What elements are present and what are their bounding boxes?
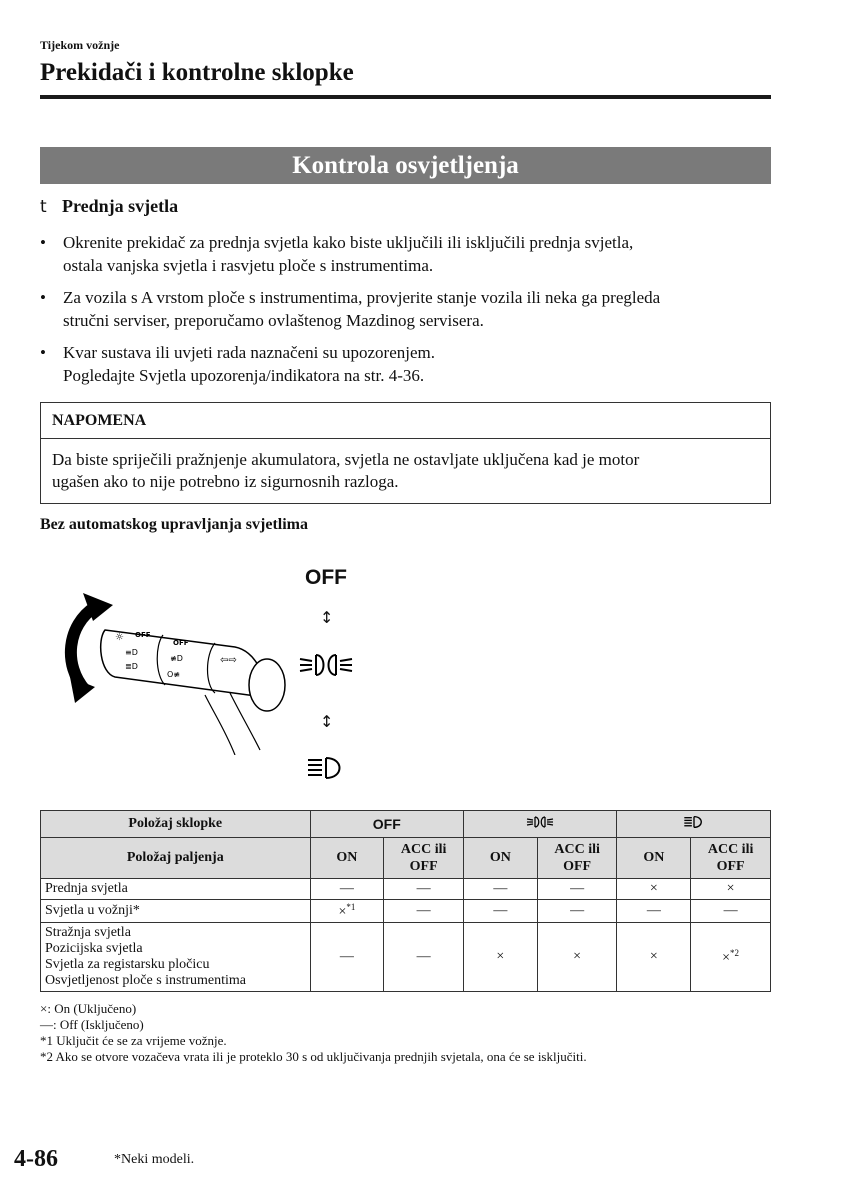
table-row — [41, 879, 771, 900]
bullet-icon: • — [40, 343, 46, 362]
ignition-acc-header: ACC ili OFF — [384, 838, 464, 879]
off-position-label: OFF — [305, 566, 347, 589]
title-divider — [40, 95, 771, 99]
ignition-position-header: Položaj paljenja — [41, 838, 311, 879]
legend-on: ×: On (Uključeno) — [40, 1001, 137, 1016]
parking-light-icon — [523, 815, 557, 829]
table-cell: — — [464, 900, 538, 923]
table-cell: — — [310, 879, 384, 900]
stalk-parking-icon: ≡D — [125, 648, 138, 657]
ignition-on-header: ON — [310, 838, 384, 879]
subsection-heading — [40, 196, 178, 217]
parking-light-icon — [298, 651, 354, 679]
bullet-icon: • — [40, 288, 46, 307]
table-cell: × — [537, 923, 617, 992]
ignition-acc-header: ACC ili OFF — [691, 838, 771, 879]
headlight-icon — [682, 815, 706, 829]
table-cell: — — [691, 900, 771, 923]
table-cell: × — [617, 923, 691, 992]
subsection-marker: t — [40, 197, 47, 217]
table-cell: — — [537, 879, 617, 900]
note-line: ugašen ako to nije potrebno iz sigurnosnih razloga. — [52, 472, 399, 491]
bullet-list — [40, 231, 780, 396]
front-fog-icon: ≢D — [170, 654, 183, 663]
footnote-ref: *2 — [730, 947, 740, 958]
ignition-on-header: ON — [464, 838, 538, 879]
footer-note: *Neki modeli. — [114, 1152, 195, 1167]
table-cell: ×$^{*1}$ — [310, 900, 384, 923]
fog-off-text: OFF — [173, 639, 189, 647]
table-cell: × — [464, 923, 538, 992]
table-cell: — — [537, 900, 617, 923]
stalk-off-text: OFF — [135, 631, 151, 639]
bullet-line: Kvar sustava ili uvjeti rada naznačeni su upozorenjem. — [63, 343, 435, 362]
subsection-title: Prednja svjetla — [62, 196, 179, 216]
table-cell: — — [384, 923, 464, 992]
updown-arrow-icon: ↕ — [320, 712, 334, 731]
stalk-end — [249, 659, 285, 711]
off-column-header: OFF — [310, 811, 463, 838]
table-cell: — — [310, 923, 384, 992]
bullet-line: Za vozila s A vrstom ploče s instrumentima, provjerite stanje vozila ili neka ga pregleda — [63, 288, 661, 307]
bullet-line: Okrenite prekidač za prednja svjetla kako biste uključili ili isključili prednja svjetla, — [63, 233, 634, 252]
table-row — [41, 923, 771, 992]
bullet-line: Pogledajte Svjetla upozorenja/indikatora na str. 4-36. — [63, 366, 425, 385]
row-label: Stražnja svjetla Pozicijska svjetla Svjetla za registarsku pločicu Osvjetljenost ploče s instrumentima — [41, 923, 311, 992]
table-cell: × — [691, 879, 771, 900]
parking-light-icon: ☼ — [115, 632, 124, 643]
table-cell: — — [384, 900, 464, 923]
row-label: Prednja svjetla — [41, 879, 311, 900]
light-switch-illustration — [55, 585, 295, 755]
switch-position-header: Položaj sklopke — [41, 811, 311, 838]
table-legend — [40, 1001, 587, 1065]
table-cell: — — [617, 900, 691, 923]
note-heading: NAPOMENA — [41, 403, 770, 439]
headlight-icon — [306, 755, 346, 781]
ignition-on-header: ON — [617, 838, 691, 879]
list-item — [40, 286, 780, 332]
footnote-2: *2 Ako se otvore vozačeva vrata ili je proteklo 30 s od uključivanja prednjih svjetala, ona će se isključiti. — [40, 1049, 587, 1064]
stalk-headlight-icon: ≣D — [125, 662, 138, 671]
ignition-acc-header: ACC ili OFF — [537, 838, 617, 879]
table-cell: ×$^{*2}$ — [691, 923, 771, 992]
table-cell: — — [464, 879, 538, 900]
bullet-line: stručni serviser, preporučamo ovlaštenog Mazdinog servisera. — [63, 311, 484, 330]
section-banner: Kontrola osvjetljenja — [40, 147, 771, 184]
turn-signal-icon: ⇦⇨ — [220, 655, 237, 666]
footnote-1: *1 Uključit će se za vrijeme vožnje. — [40, 1033, 227, 1048]
updown-arrow-icon: ↕ — [320, 608, 334, 627]
list-item — [40, 341, 780, 387]
note-box — [40, 402, 771, 504]
table-cell: × — [617, 879, 691, 900]
legend-off: —: Off (Isključeno) — [40, 1017, 144, 1032]
headlight-column-header — [617, 811, 771, 838]
bullet-icon: • — [40, 233, 46, 252]
rear-fog-icon: O≢ — [167, 670, 180, 679]
bullet-line: ostala vanjska svjetla i rasvjetu ploče s instrumentima. — [63, 256, 434, 275]
page-title: Prekidači i kontrolne sklopke — [40, 59, 354, 86]
rotation-arrow-icon — [71, 607, 95, 690]
light-function-table — [40, 810, 771, 992]
table-row — [41, 900, 771, 923]
section-label: Tijekom vožnje — [40, 38, 120, 52]
figure-caption: Bez automatskog upravljanja svjetlima — [40, 516, 308, 533]
footnote-ref: *1 — [346, 901, 356, 912]
page-number: 4-86 — [14, 1146, 58, 1172]
list-item — [40, 231, 780, 277]
note-body — [41, 439, 770, 493]
table-cell: — — [384, 879, 464, 900]
row-label: Svjetla u vožnji* — [41, 900, 311, 923]
note-line: Da biste spriječili pražnjenje akumulatora, svjetla ne ostavljate uključena kad je motor — [52, 450, 640, 469]
parking-column-header — [464, 811, 617, 838]
